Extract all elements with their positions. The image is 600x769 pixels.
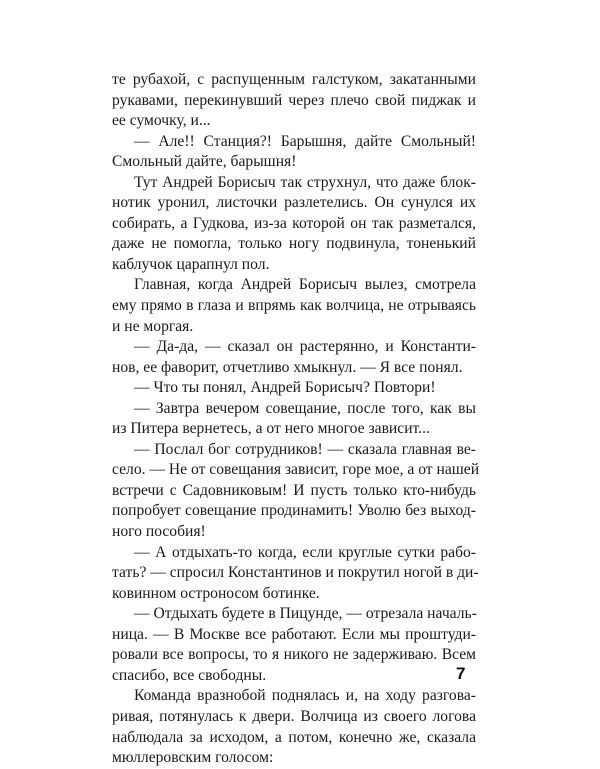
text-line: рукавами, перекинувший через плечо свой пиджак и [112,91,476,109]
text-line: — Что ты понял, Андрей Борисыч? Повтори! [134,379,436,397]
text-line: Команда вразнобой поднялась и, на ходу разгова- [134,687,476,705]
text-line: наблюдала за исходом, а потом, конечно же, сказала [112,728,476,746]
text-line: мюллеровским голосом: [112,749,274,767]
text-line: спасибо, все свободны. [112,666,267,684]
text-line: Тут Андрей Борисыч так струхнул, что даже блок- [134,173,476,191]
text-line: встречи с Садовниковым! И пусть только кто-нибудь [112,481,476,499]
text-line: нотик уронил, листочки разлетелись. Он сунулся их [112,194,476,212]
text-line: ница. — В Москве все работают. Если мы проштуди- [112,625,476,643]
text-line: ровали все вопросы, то я никого не задерживаю. Всем [112,646,476,664]
text-line: — А отдыхать-то когда, если круглые сутки рабо- [134,543,476,561]
text-line: Смольный дайте, барышня! [112,153,297,171]
text-line: — Завтра вечером совещание, после того, как вы [134,399,476,417]
text-line: нов, ее фаворит, отчетливо хмыкнул. — Я все понял. [112,358,463,376]
text-line: собирать, а Гудкова, из-за которой он так разметался, [112,214,476,232]
text-line: тать? — спросил Константинов и покрутил ногой в ди- [112,564,479,582]
text-line: Главная, когда Андрей Борисыч вылез, смотрела [134,276,476,294]
text-line: ривая, потянулась к двери. Волчица из своего логова [112,707,476,725]
text-line: и не моргая. [112,317,194,335]
text-line: каблучок царапнул пол. [112,255,270,273]
text-line: — Отдыхать будете в Пицунде, — отрезала началь- [134,605,477,623]
text-line: те рубахой, с распущенным галстуком, закатанными [112,71,476,88]
text-line: ковинном остроносом ботинке. [112,584,320,602]
text-line: — Да-да, — сказал он растерянно, и Константи- [134,338,476,356]
text-line: из Питера вернетесь, а от него многое зависит... [112,420,430,438]
text-line: ее сумочку, и... [112,112,211,130]
text-line: село. — Не от совещания зависит, горе мое, а от нашей [112,461,480,479]
text-line: ного пособия! [112,523,206,541]
text-line: ему прямо в глаза и впрямь как волчица, не отрываясь [112,297,476,315]
body-text [112,70,480,769]
text-line: даже не помогла, только ногу подвинула, тоненький [112,235,476,253]
text-line: — Послал бог сотрудников! — сказала главная ве- [134,440,476,458]
text-line: — Але!! Станция?! Барышня, дайте Смольный! [134,132,476,150]
text-line: попробует совещание продинамить! Уволю без выход- [112,502,476,520]
page-number: 7 [456,664,466,683]
